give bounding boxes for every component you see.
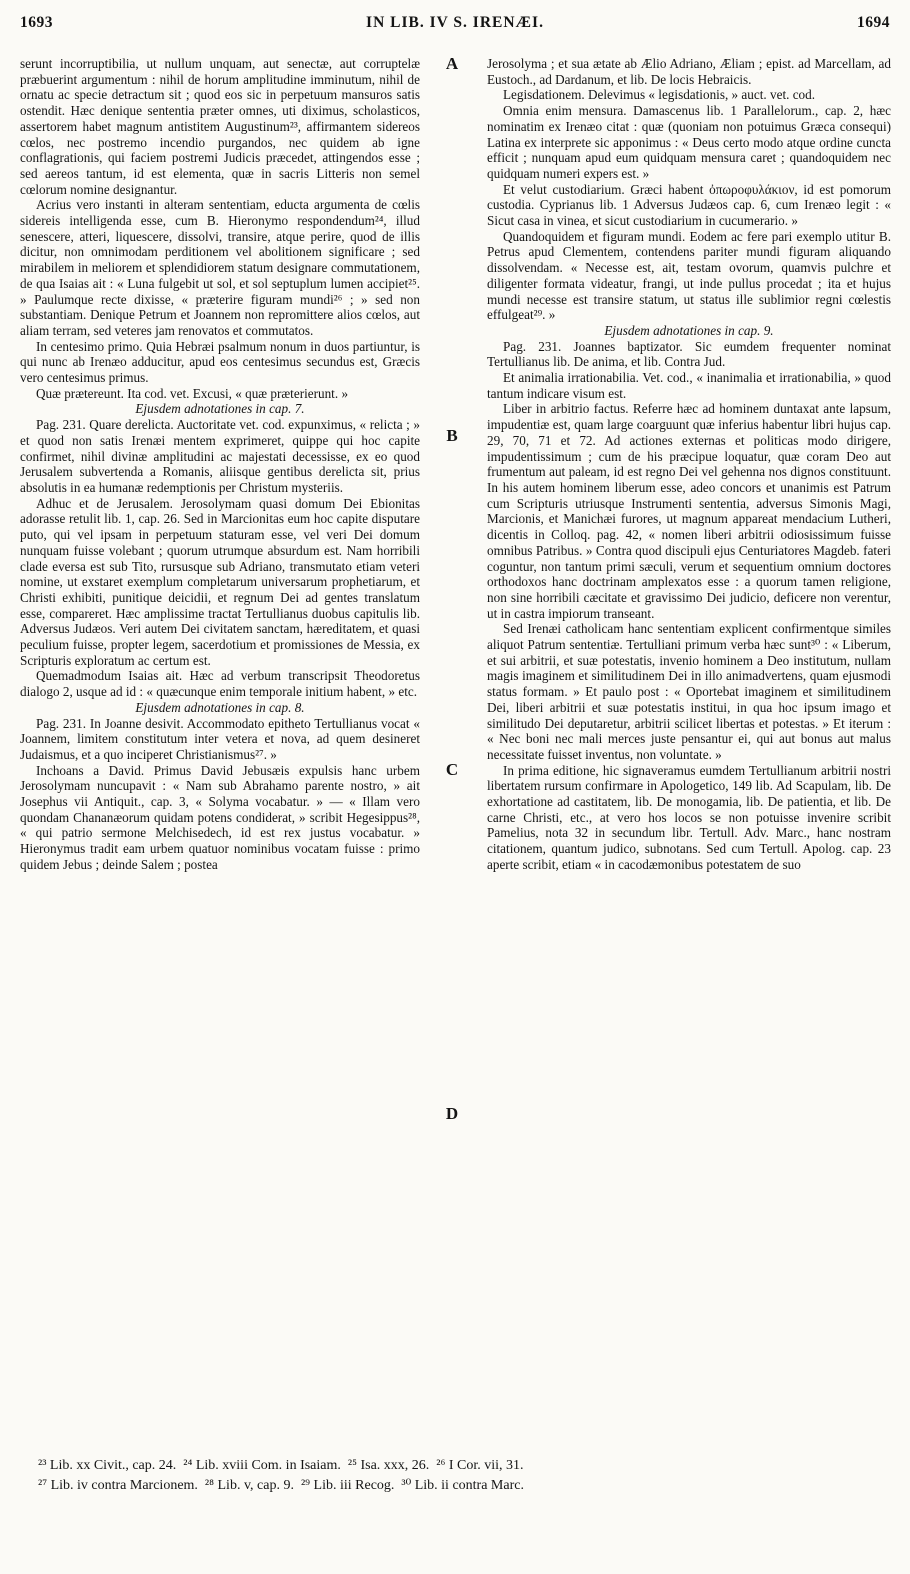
margin-letter-b: B (446, 426, 458, 445)
footnote-line-1: ²³ Lib. xx Civit., cap. 24. ²⁴ Lib. xviii Com. in Isaiam. ²⁵ Isa. xxx, 26. ²⁶ I Cor. vii, 31. (38, 1458, 524, 1473)
paragraph: Pag. 231. Joannes baptizator. Sic eumdem frequenter nominat Tertullianus lib. De anima, et lib. Contra Jud. (487, 338, 891, 370)
paragraph: Quemadmodum Isaias ait. Hæc ad verbum transcripsit Theodoretus dialogo 2, usque ad id : « quæcunque enim temporale initium habent, » etc. (20, 668, 420, 700)
page-number-left: 1693 (20, 14, 53, 31)
section-heading: Ejusdem adnotationes in cap. 8. (135, 699, 305, 715)
running-title: IN LIB. IV S. IRENÆI. (366, 14, 544, 31)
paragraph: Pag. 231. Quare derelicta. Auctoritate vet. cod. expunximus, « relicta ; » et quod non satis Irenæi mentem exprimeret, quippe qui hoc capite confirmet, nihil divinæ amplitudini ac majestati decessisse, ex eo quod Jerusalem subvertenda a Romanis, aliisque gentibus derelicta sit, prius absolutis in ea humanæ redemptionis per Christum mysteriis. (20, 417, 420, 495)
footnotes (38, 1456, 890, 1496)
paragraph: Quæ prætereunt. Ita cod. vet. Excusi, « quæ præterierunt. » (36, 385, 349, 401)
paragraph: Acrius vero instanti in alteram sententiam, educta argumenta de cœlis sidereis intelligenda esse, cum B. Hieronymo respondendum²⁴, illud senescere, atteri, liquescere, dissolvi, transire, atque perire, quod de illis dicitur, non omnimodam perditionem vel abolitionem significare ; sed mirabilem in meliorem et splendidiorem statum designare commutationem, de qua Isaias ait : « Luna fulgebit ut sol, et sol septuplum lumen accipiet²⁵. » Paulumque recte dixisse, « præterire figuram mundi²⁶ ; » sed non substantiam. Denique Petrum et Joannem non repromittere alios cœlos, aut aliam terram, sed veteres jam renovatos et commutatos. (20, 197, 420, 338)
left-column (20, 56, 420, 873)
paragraph: Jerosolyma ; et sua ætate ab Ælio Adriano, Æliam ; epist. ad Marcellam, ad Eustoch., ad Dardanum, et lib. De locis Hebraicis. (487, 56, 891, 87)
page-header (20, 14, 890, 42)
paragraph: Legisdationem. Delevimus « legisdationis, » auct. vet. cod. (503, 87, 816, 103)
margin-letter-d: D (445, 1104, 459, 1123)
paragraph: Sed Irenæi catholicam hanc sententiam explicent confirmentque similes aliquot Patrum sententiæ. Tertulliani primum verba hæc sunt³⁰ : « Liberum, et sui arbitrii, et suæ potestatis, invenio hominem a Deo institutum, nullam magis imaginem et similitudinem Dei in illo animadvertens, quam ejusmodi status formam. » Et paulo post : « Oportebat imaginem et similitudinem Dei, liberi arbitrii et suæ potestatis institui, in qua hoc ipsum imago et similitudo Dei deputaretur, arbitrii scilicet libertas et potestas. » Et iterum : « Nec boni nec mali merces juste pensantur ei, qui aut bonus aut malus necessitate fuisset inventus, non voluntate. » (487, 621, 891, 762)
margin-letter-c: C (445, 760, 459, 779)
right-column (487, 56, 891, 873)
section-heading: Ejusdem adnotationes in cap. 7. (135, 401, 305, 417)
paragraph: Et animalia irrationabilia. Vet. cod., « inanimalia et irrationabilia, » quod tantum indicare visum est. (487, 370, 891, 401)
footnote-line-2: ²⁷ Lib. iv contra Marcionem. ²⁸ Lib. v, cap. 9. ²⁹ Lib. iii Recog. ³⁰ Lib. ii contra Marc. (38, 1478, 524, 1493)
paragraph: Liber in arbitrio factus. Referre hæc ad hominem duntaxat ante lapsum, impudentiæ est, quam large coarguunt quæ inferius habentur libri hujus cap. 29, 70, 71 et 72. Ad actiones externas et politicas modo dirigere, impudentissimum ; cum de his præcipue loquatur, quæ coram Deo aut frumentum aut paleam, id est regno Dei vel gehenna nos dignos constituunt. In his autem hominem liberum esse, adeo concors et unanimis est Patrum cum Scripturis utriusque Instrumenti sententia, adversus Simonis Magi, Marcionis, et Manichæi furores, ut magnum appareat mendacium Lutheri, dicentis in Colloq. pag. 42, « nomen liberi arbitrii odiosissimum fuisse omnibus Patribus. » Contra quod discipuli ejus Centuriatores Magdeb. fateri coguntur, non tantum primi sæculi, verum et sequentium omnium doctores orthodoxos hanc doctrinam amplexatos esse : a quorum tamen religione, non sine horribili cæcitate et gravissimo Dei judicio, deficere non verentur, ut in castra impiorum transeant. (487, 401, 891, 621)
section-heading: Ejusdem adnotationes in cap. 9. (604, 322, 774, 338)
paragraph: In prima editione, hic signaveramus eumdem Tertullianum arbitrii nostri libertatem rursum confirmare in Apologetico, 149 lib. Ad Scapulam, lib. De exhortatione ad castitatem, lib. De monogamia, lib. De patientia, et lib. De carne Christi, etc., at vero hos locos se non potuisse invenire scribit Pamelius, nota 32 in secundum libr. Tertull. Adv. Marc., hanc nostram citationem, quantum judico, subnotans. Sed cum Tertull. Apolog. cap. 23 aperte scribit, etiam « in cacodæmonibus potestatem de suo (487, 762, 891, 872)
paragraph: Omnia enim mensura. Damascenus lib. 1 Parallelorum., cap. 2, hæc nominatim ex Irenæo citat : quæ (quoniam non potuimus Græca consequi) Latina ex interprete sic apponimus : « Deus certo modo atque ordine cuncta efficit ; nunquam apud eum quidquam mensura caret ; quandoquidem nec quidquam numeri expers est. » (487, 103, 891, 181)
paragraph: Adhuc et de Jerusalem. Jerosolymam quasi domum Dei Ebionitas adorasse retulit lib. 1, cap. 26. Sed in Marcionitas eum hoc capite disputare puto, qui vel ipsam in perpetuum staturam esse, vel veri Dei domum nunquam fuisse volebant ; quorum utrumque absurdum est. Nam horribili clade eversa est sub Tito, rursusque sub Adriano, transmutato etiam veteri nomine, ut exstaret exemplum completarum universarum prophetiarum, et Christi exhibiti, punitique deicidii, et regnum Dei ad gentes translatum esse, compareret. Hæc amplissime tractat Tertullianus duobus capitulis lib. Adversus Judæos. Veri autem Dei civitatem sanctam, hæreditatem, et quasi peculium fuisse, propter legem, sacerdotium et promissiones de Messia, ex Scripturis exploratum ac certum est. (20, 495, 420, 668)
paragraph: In centesimo primo. Quia Hebræi psalmum nonum in duos partiuntur, is qui nunc ab Irenæo adducitur, apud eos centesimus secundus est, Græcis vero centesimus primus. (20, 338, 420, 386)
paragraph: serunt incorruptibilia, ut nullum unquam, aut senectæ, aut corruptelæ præbuerint argumentum : nihil de horum amplitudine imminutum, nihil de ornatu ac specie detractum sit ; quod eos sic in perpetuum mansuros satis ostendit. Hæc denique sententia præter omnes, uti diximus, scholasticos, assertorem habet magnum antistitem Augustinum²³, affirmantem sidereos cœlos, nec postremo incendio purgandos, nec quidem ab igne conflagrationis, qui faciem postremi Judicis præcedet, attingendos esse ; sed aereos tantum, id est elementa, quæ in sacris Litteris non semel cœlorum nomine designantur. (20, 56, 420, 197)
paragraph: Inchoans a David. Primus David Jebusæis expulsis hanc urbem Jerosolymam nuncupavit : « Nam sub Abrahamo parente nostro, » ait Josephus vii Antiquit., cap. 3, « Solyma vocabatur. » — « Illam vero quondam Chananæorum quidam potens condiderat, » scribit Hegesippus²⁸, « qui patrio sermone Melchisedech, id est rex justus vocabatur. » Hieronymus tradit eam urbem quatuor nominibus vocatam fuisse : primo quidem Jebus ; deinde Salem ; postea (20, 762, 420, 872)
paragraph: Quandoquidem et figuram mundi. Eodem ac fere pari exemplo utitur B. Petrus apud Clementem, contendens pariter mundi figuram aliquando dissolvendam. « Necesse est, ait, testam ovorum, quamvis pulchre et diligenter formata videatur, frangi, ut inde pullus procedat ; ita et hujus mundi necesse est transire statum, ut status ille sublimior regni cœlestis effulgeat²⁹. » (487, 228, 891, 323)
page-number-right: 1694 (857, 14, 890, 31)
paragraph: Et velut custodiarium. Græci habent ὀπωροφυλάκιον, id est pomorum custodia. Cyprianus lib. 1 Adversus Judæos cap. 6, cum Irenæo legit : « Sicut casa in vinea, et sicut custodiarium in cucumerario. » (487, 181, 891, 229)
paragraph: Pag. 231. In Joanne desivit. Accommodato epitheto Tertullianus vocat « Joannem, limitem constitutum inter vetera et nova, ad quem desineret Judaismus, et a quo inciperet Christianismus²⁷. » (20, 715, 420, 762)
margin-letter-a: A (445, 54, 459, 73)
